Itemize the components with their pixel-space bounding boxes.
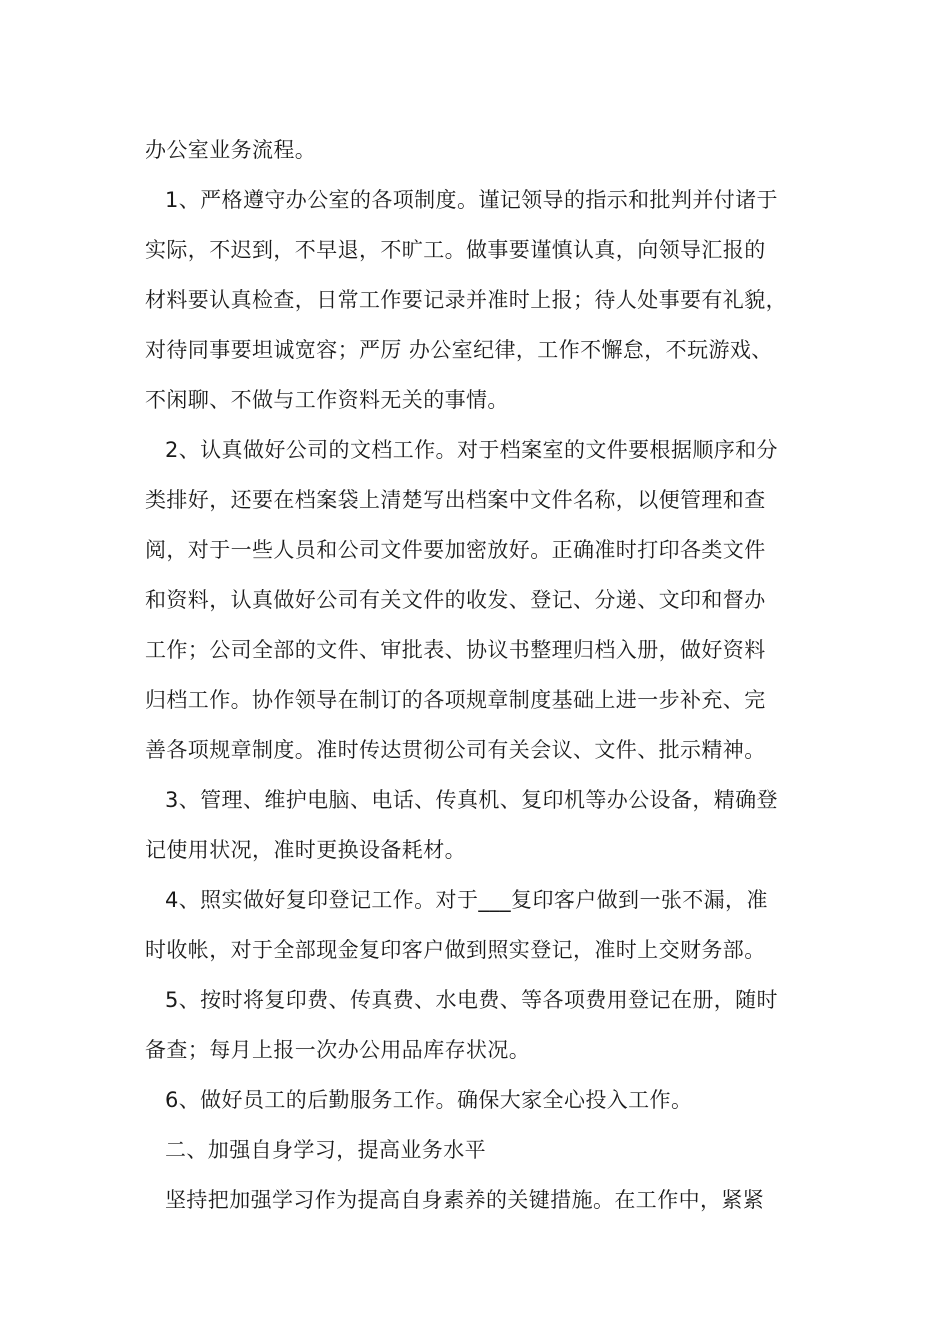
text-line: 时收帐，对于全部现金复印客户做到照实登记，准时上交财务部。 [145, 938, 766, 962]
text-line: 备查；每月上报一次办公用品库存状况。 [145, 1038, 531, 1062]
text-line: 对待同事要坦诚宽容；严厉 办公室纪律，工作不懈怠，不玩游戏、 [145, 338, 773, 362]
text-line: 办公室业务流程。 [145, 138, 317, 162]
text-line: 记使用状况，准时更换设备耗材。 [145, 838, 466, 862]
text-line: 不闲聊、不做与工作资料无关的事情。 [145, 388, 509, 412]
text-line: 阅，对于一些人员和公司文件要加密放好。正确准时打印各类文件 [145, 538, 766, 562]
list-item-5: 5、按时将复印费、传真费、水电费、等各项费用登记在册，随时 [165, 988, 778, 1012]
text-line: 工作；公司全部的文件、审批表、协议书整理归档入册，做好资料 [145, 638, 766, 662]
list-item-6: 6、做好员工的后勤服务工作。确保大家全心投入工作。 [165, 1088, 693, 1112]
list-item-4: 4、照实做好复印登记工作。对于___复印客户做到一张不漏，准 [165, 888, 768, 912]
list-item-1: 1、严格遵守办公室的各项制度。谨记领导的指示和批判并付诸于 [165, 188, 778, 212]
text-line: 类排好，还要在档案袋上清楚写出档案中文件名称，以便管理和查 [145, 488, 766, 512]
section-heading: 二、加强自身学习，提高业务水平 [165, 1138, 486, 1162]
paragraph-start: 坚持把加强学习作为提高自身素养的关键措施。在工作中，紧紧 [165, 1188, 765, 1212]
text-line: 材料要认真检查，日常工作要记录并准时上报；待人处事要有礼貌， [145, 288, 787, 312]
text-line: 归档工作。协作领导在制订的各项规章制度基础上进一步补充、完 [145, 688, 766, 712]
text-line: 善各项规章制度。准时传达贯彻公司有关会议、文件、批示精神。 [145, 738, 766, 762]
text-line: 实际，不迟到，不早退，不旷工。做事要谨慎认真，向领导汇报的 [145, 238, 766, 262]
list-item-2: 2、认真做好公司的文档工作。对于档案室的文件要根据顺序和分 [165, 438, 778, 462]
text-line: 和资料，认真做好公司有关文件的收发、登记、分递、文印和督办 [145, 588, 766, 612]
list-item-3: 3、管理、维护电脑、电话、传真机、复印机等办公设备，精确登 [165, 788, 778, 812]
